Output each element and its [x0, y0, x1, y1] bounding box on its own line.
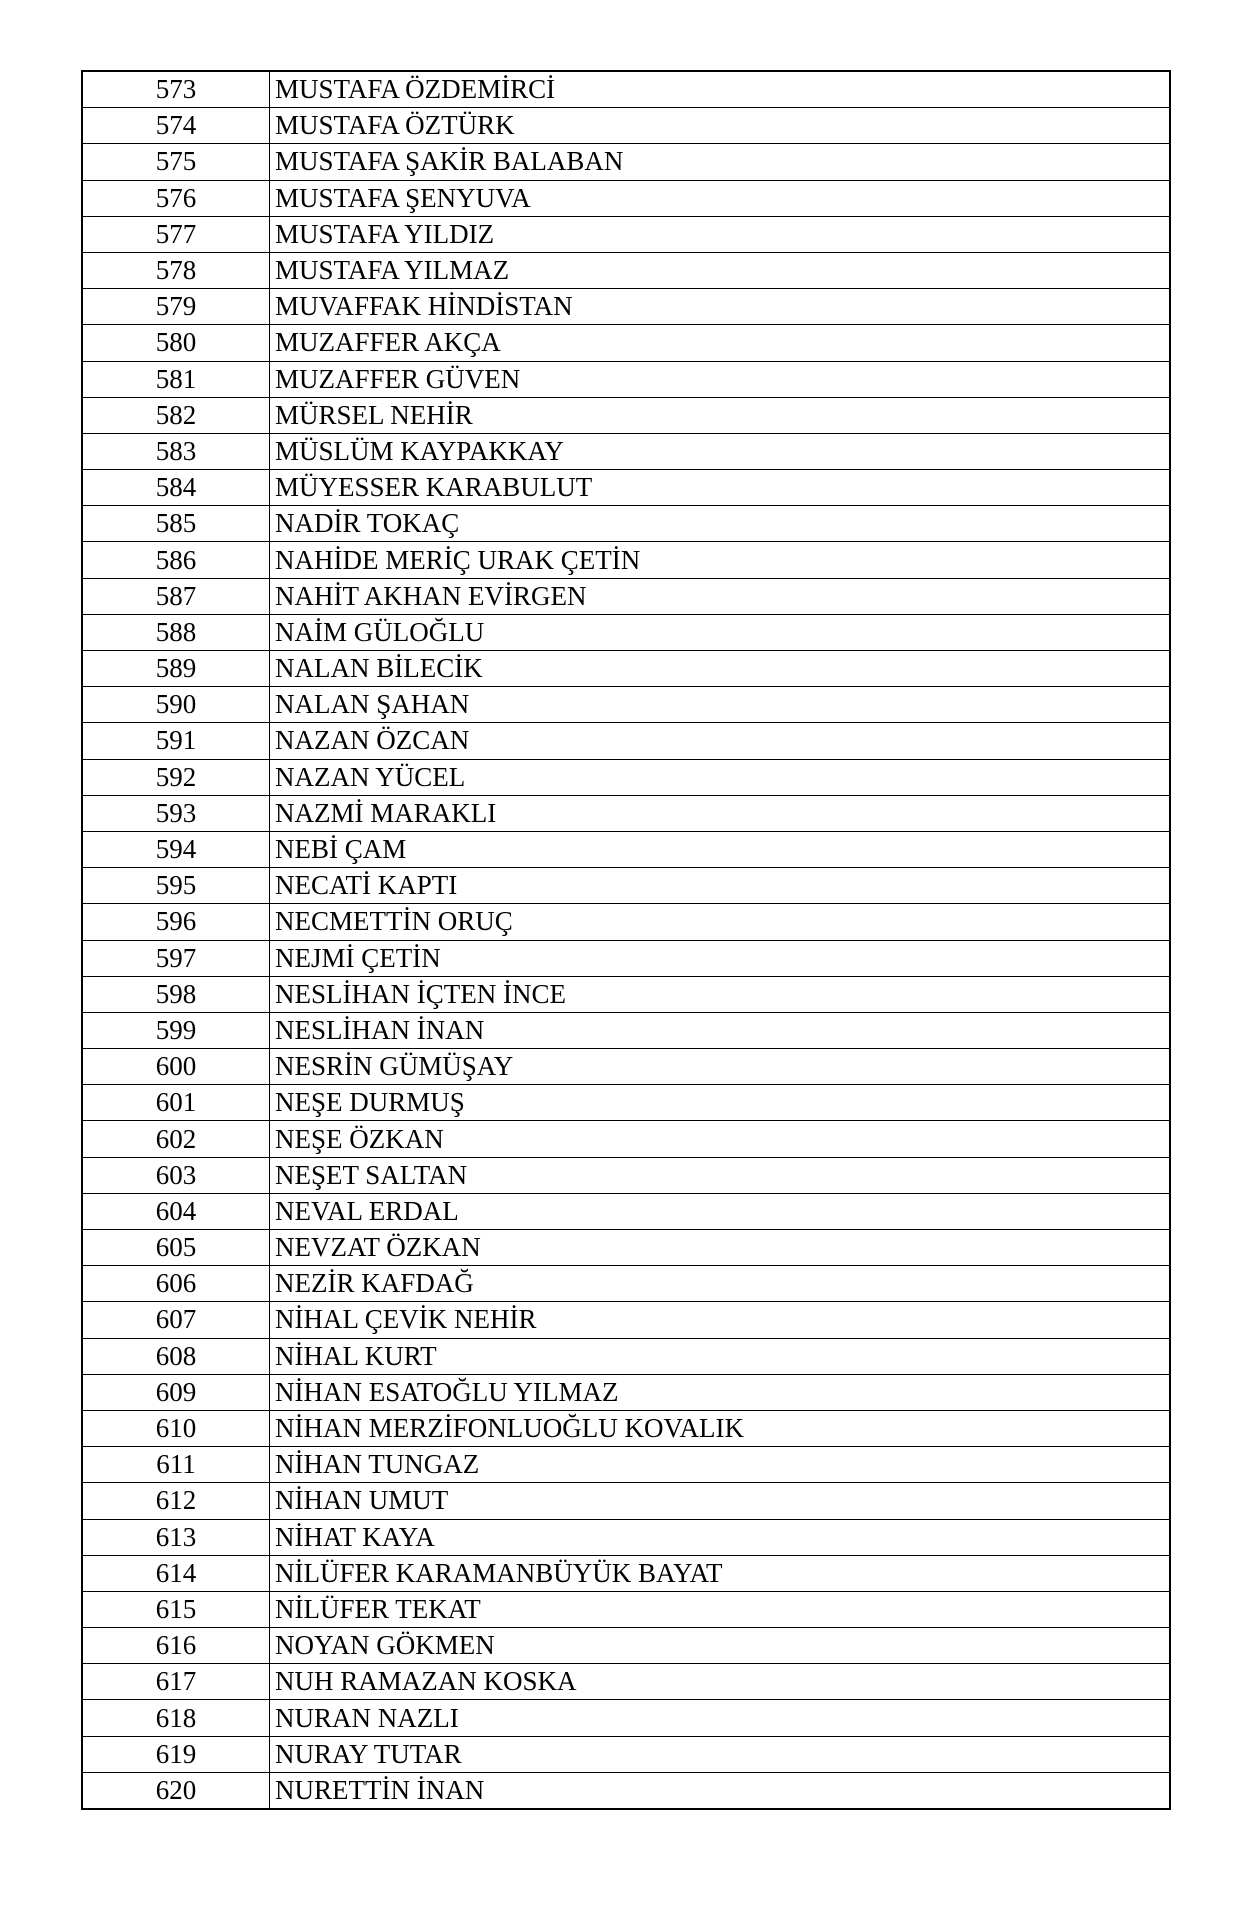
table-row: [82, 252, 1170, 288]
row-number: 614: [82, 1555, 270, 1591]
row-number: 605: [82, 1230, 270, 1266]
table-row: [82, 868, 1170, 904]
person-name: NESRİN GÜMÜŞAY: [270, 1049, 1171, 1085]
table-row: [82, 1338, 1170, 1374]
table-row: [82, 1628, 1170, 1664]
row-number: 579: [82, 289, 270, 325]
row-number: 574: [82, 108, 270, 144]
row-number: 617: [82, 1664, 270, 1700]
table-row: [82, 759, 1170, 795]
table-row: [82, 1736, 1170, 1772]
person-name: NUH RAMAZAN KOSKA: [270, 1664, 1171, 1700]
row-number: 611: [82, 1447, 270, 1483]
person-name: NİLÜFER TEKAT: [270, 1591, 1171, 1627]
person-name: NEŞE DURMUŞ: [270, 1085, 1171, 1121]
person-name: MUSTAFA YILMAZ: [270, 252, 1171, 288]
row-number: 600: [82, 1049, 270, 1085]
person-name: MUSTAFA ÖZDEMİRCİ: [270, 71, 1171, 108]
person-name: NAHİDE MERİÇ URAK ÇETİN: [270, 542, 1171, 578]
table-row: [82, 1519, 1170, 1555]
table-row: [82, 1266, 1170, 1302]
person-name: NİHAT KAYA: [270, 1519, 1171, 1555]
table-row: [82, 289, 1170, 325]
person-name: NESLİHAN İNAN: [270, 1012, 1171, 1048]
row-number: 582: [82, 397, 270, 433]
person-name: NURETTİN İNAN: [270, 1772, 1171, 1809]
table-row: [82, 216, 1170, 252]
row-number: 580: [82, 325, 270, 361]
person-name: NURAN NAZLI: [270, 1700, 1171, 1736]
table-row: [82, 1157, 1170, 1193]
table-row: [82, 361, 1170, 397]
person-name: NEZİR KAFDAĞ: [270, 1266, 1171, 1302]
row-number: 608: [82, 1338, 270, 1374]
table-row: [82, 614, 1170, 650]
row-number: 583: [82, 433, 270, 469]
table-row: [82, 1410, 1170, 1446]
table-row: [82, 1374, 1170, 1410]
person-name: NİHAL KURT: [270, 1338, 1171, 1374]
person-name: MÜRSEL NEHİR: [270, 397, 1171, 433]
person-name: MUSTAFA ÖZTÜRK: [270, 108, 1171, 144]
table-row: [82, 144, 1170, 180]
person-name: MÜSLÜM KAYPAKKAY: [270, 433, 1171, 469]
person-name: NECATİ KAPTI: [270, 868, 1171, 904]
person-name: NEBİ ÇAM: [270, 831, 1171, 867]
row-number: 576: [82, 180, 270, 216]
row-number: 615: [82, 1591, 270, 1627]
person-name: NURAY TUTAR: [270, 1736, 1171, 1772]
row-number: 606: [82, 1266, 270, 1302]
row-number: 619: [82, 1736, 270, 1772]
table-row: [82, 1230, 1170, 1266]
table-row: [82, 433, 1170, 469]
row-number: 602: [82, 1121, 270, 1157]
table-row: [82, 506, 1170, 542]
person-name: NEJMİ ÇETİN: [270, 940, 1171, 976]
table-row: [82, 687, 1170, 723]
table-row: [82, 1664, 1170, 1700]
row-number: 573: [82, 71, 270, 108]
row-number: 591: [82, 723, 270, 759]
person-name: NAİM GÜLOĞLU: [270, 614, 1171, 650]
row-number: 604: [82, 1193, 270, 1229]
row-number: 577: [82, 216, 270, 252]
person-name: NOYAN GÖKMEN: [270, 1628, 1171, 1664]
table-row: [82, 578, 1170, 614]
table-row: [82, 1700, 1170, 1736]
row-number: 581: [82, 361, 270, 397]
table-row: [82, 940, 1170, 976]
table-row: [82, 723, 1170, 759]
person-name: NAZMİ MARAKLI: [270, 795, 1171, 831]
row-number: 585: [82, 506, 270, 542]
table-row: [82, 397, 1170, 433]
person-name: NEVZAT ÖZKAN: [270, 1230, 1171, 1266]
name-list-body: [82, 71, 1170, 1809]
person-name: NEŞET SALTAN: [270, 1157, 1171, 1193]
person-name: NADİR TOKAÇ: [270, 506, 1171, 542]
name-list-table: [81, 70, 1171, 1810]
person-name: NEVAL ERDAL: [270, 1193, 1171, 1229]
row-number: 601: [82, 1085, 270, 1121]
table-row: [82, 831, 1170, 867]
person-name: NALAN ŞAHAN: [270, 687, 1171, 723]
row-number: 584: [82, 470, 270, 506]
row-number: 594: [82, 831, 270, 867]
person-name: MÜYESSER KARABULUT: [270, 470, 1171, 506]
row-number: 596: [82, 904, 270, 940]
table-row: [82, 542, 1170, 578]
table-row: [82, 180, 1170, 216]
person-name: NİHAN TUNGAZ: [270, 1447, 1171, 1483]
row-number: 618: [82, 1700, 270, 1736]
row-number: 607: [82, 1302, 270, 1338]
row-number: 586: [82, 542, 270, 578]
row-number: 588: [82, 614, 270, 650]
table-row: [82, 1447, 1170, 1483]
row-number: 620: [82, 1772, 270, 1809]
row-number: 589: [82, 651, 270, 687]
row-number: 599: [82, 1012, 270, 1048]
row-number: 587: [82, 578, 270, 614]
table-row: [82, 1085, 1170, 1121]
person-name: NAHİT AKHAN EVİRGEN: [270, 578, 1171, 614]
row-number: 612: [82, 1483, 270, 1519]
table-row: [82, 1302, 1170, 1338]
person-name: NİHAN ESATOĞLU YILMAZ: [270, 1374, 1171, 1410]
row-number: 590: [82, 687, 270, 723]
row-number: 610: [82, 1410, 270, 1446]
row-number: 575: [82, 144, 270, 180]
table-row: [82, 1772, 1170, 1809]
table-row: [82, 651, 1170, 687]
row-number: 595: [82, 868, 270, 904]
row-number: 598: [82, 976, 270, 1012]
person-name: MUZAFFER AKÇA: [270, 325, 1171, 361]
row-number: 592: [82, 759, 270, 795]
person-name: MUZAFFER GÜVEN: [270, 361, 1171, 397]
row-number: 613: [82, 1519, 270, 1555]
table-row: [82, 976, 1170, 1012]
table-row: [82, 1193, 1170, 1229]
person-name: MUSTAFA ŞENYUVA: [270, 180, 1171, 216]
table-row: [82, 1483, 1170, 1519]
row-number: 593: [82, 795, 270, 831]
person-name: NİHAN UMUT: [270, 1483, 1171, 1519]
table-row: [82, 470, 1170, 506]
table-row: [82, 904, 1170, 940]
table-row: [82, 108, 1170, 144]
person-name: NİLÜFER KARAMANBÜYÜK BAYAT: [270, 1555, 1171, 1591]
row-number: 616: [82, 1628, 270, 1664]
table-row: [82, 795, 1170, 831]
table-row: [82, 1049, 1170, 1085]
table-row: [82, 1121, 1170, 1157]
person-name: MUSTAFA ŞAKİR BALABAN: [270, 144, 1171, 180]
table-row: [82, 325, 1170, 361]
person-name: MUVAFFAK HİNDİSTAN: [270, 289, 1171, 325]
row-number: 597: [82, 940, 270, 976]
person-name: NESLİHAN İÇTEN İNCE: [270, 976, 1171, 1012]
table-row: [82, 1591, 1170, 1627]
row-number: 578: [82, 252, 270, 288]
person-name: NEŞE ÖZKAN: [270, 1121, 1171, 1157]
table-row: [82, 1555, 1170, 1591]
table-row: [82, 1012, 1170, 1048]
person-name: NECMETTİN ORUÇ: [270, 904, 1171, 940]
person-name: NAZAN YÜCEL: [270, 759, 1171, 795]
person-name: NİHAL ÇEVİK NEHİR: [270, 1302, 1171, 1338]
person-name: NAZAN ÖZCAN: [270, 723, 1171, 759]
person-name: NALAN BİLECİK: [270, 651, 1171, 687]
person-name: MUSTAFA YILDIZ: [270, 216, 1171, 252]
table-row: [82, 71, 1170, 108]
row-number: 603: [82, 1157, 270, 1193]
row-number: 609: [82, 1374, 270, 1410]
person-name: NİHAN MERZİFONLUOĞLU KOVALIK: [270, 1410, 1171, 1446]
